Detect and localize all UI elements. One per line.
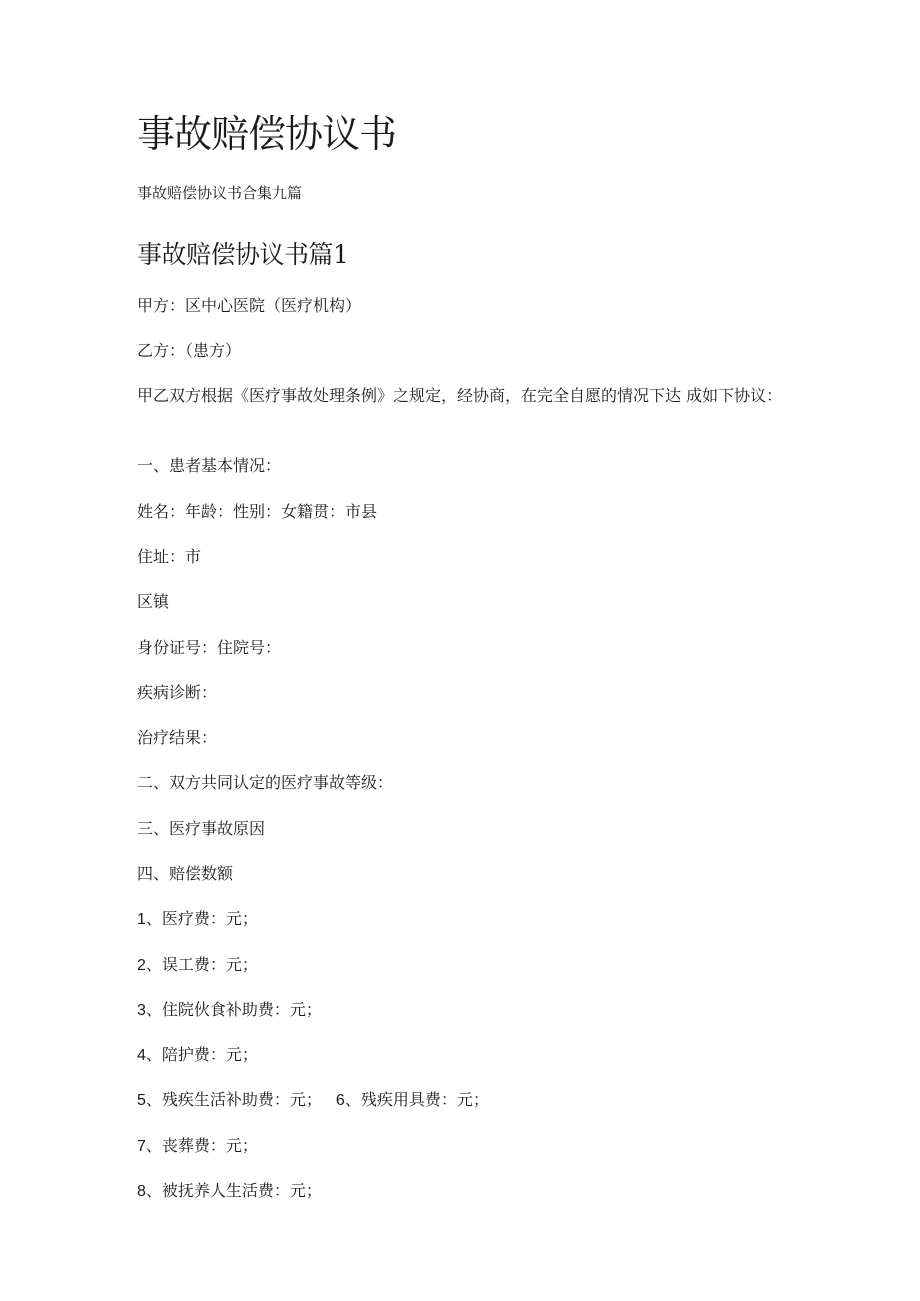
- document-subtitle: 事故赔偿协议书合集九篇: [137, 184, 303, 202]
- compensation-item: [137, 1043, 797, 1068]
- item-text: 、丧葬费：元；: [145, 1136, 258, 1155]
- item-number: 4: [137, 1047, 146, 1064]
- compensation-item: [137, 1088, 797, 1113]
- clause-heading-3: 三、医疗事故原因: [137, 819, 266, 838]
- compensation-item: [137, 998, 797, 1023]
- item-number: 8: [137, 1183, 146, 1200]
- section-title: 事故赔偿协议书篇1: [137, 240, 349, 269]
- item-number: 2: [137, 957, 146, 974]
- clause-heading-4: 四、赔偿数额: [137, 864, 234, 883]
- item-text: 、误工费：元；: [145, 955, 258, 974]
- item-text: 、医疗费：元；: [145, 909, 258, 928]
- compensation-item: [137, 1134, 797, 1159]
- compensation-item: [137, 1179, 797, 1204]
- item-text: 、残疾生活补助费：元；: [145, 1090, 322, 1109]
- item-number: 6: [335, 1092, 345, 1109]
- address-line: 住址：市: [137, 547, 202, 566]
- item-text: 、陪护费：元；: [145, 1045, 258, 1064]
- party-a-line: 甲方：区中心医院（医疗机构）: [137, 296, 362, 315]
- compensation-item: [137, 907, 797, 932]
- item-number: 7: [137, 1138, 146, 1155]
- item-number: 3: [137, 1002, 146, 1019]
- document-title: 事故赔偿协议书: [137, 112, 397, 156]
- patient-info-line: 姓名：年龄：性别：女籍贯：市县: [137, 502, 378, 521]
- clause-heading-1: 一、患者基本情况：: [137, 456, 282, 475]
- item-number: 1: [137, 911, 146, 928]
- diagnosis-line: 疾病诊断：: [137, 683, 218, 702]
- item-number: 5: [137, 1092, 146, 1109]
- treatment-result-line: 治疗结果：: [137, 728, 218, 747]
- item-text: 、残疾用具费：元；: [344, 1090, 489, 1109]
- party-b-line: 乙方：（患方）: [137, 341, 242, 360]
- agreement-intro: 甲乙双方根据《医疗事故处理条例》之规定，经协商，在完全自愿的情况下达 成如下协议：: [137, 386, 783, 405]
- item-text: 、住院伙食补助费：元；: [145, 1000, 322, 1019]
- clause-heading-2: 二、双方共同认定的医疗事故等级：: [137, 773, 394, 792]
- item-text: 、被抚养人生活费：元；: [145, 1181, 322, 1200]
- id-number-line: 身份证号：住院号：: [137, 638, 282, 657]
- district-line: 区镇: [137, 592, 170, 611]
- compensation-item: [137, 953, 797, 978]
